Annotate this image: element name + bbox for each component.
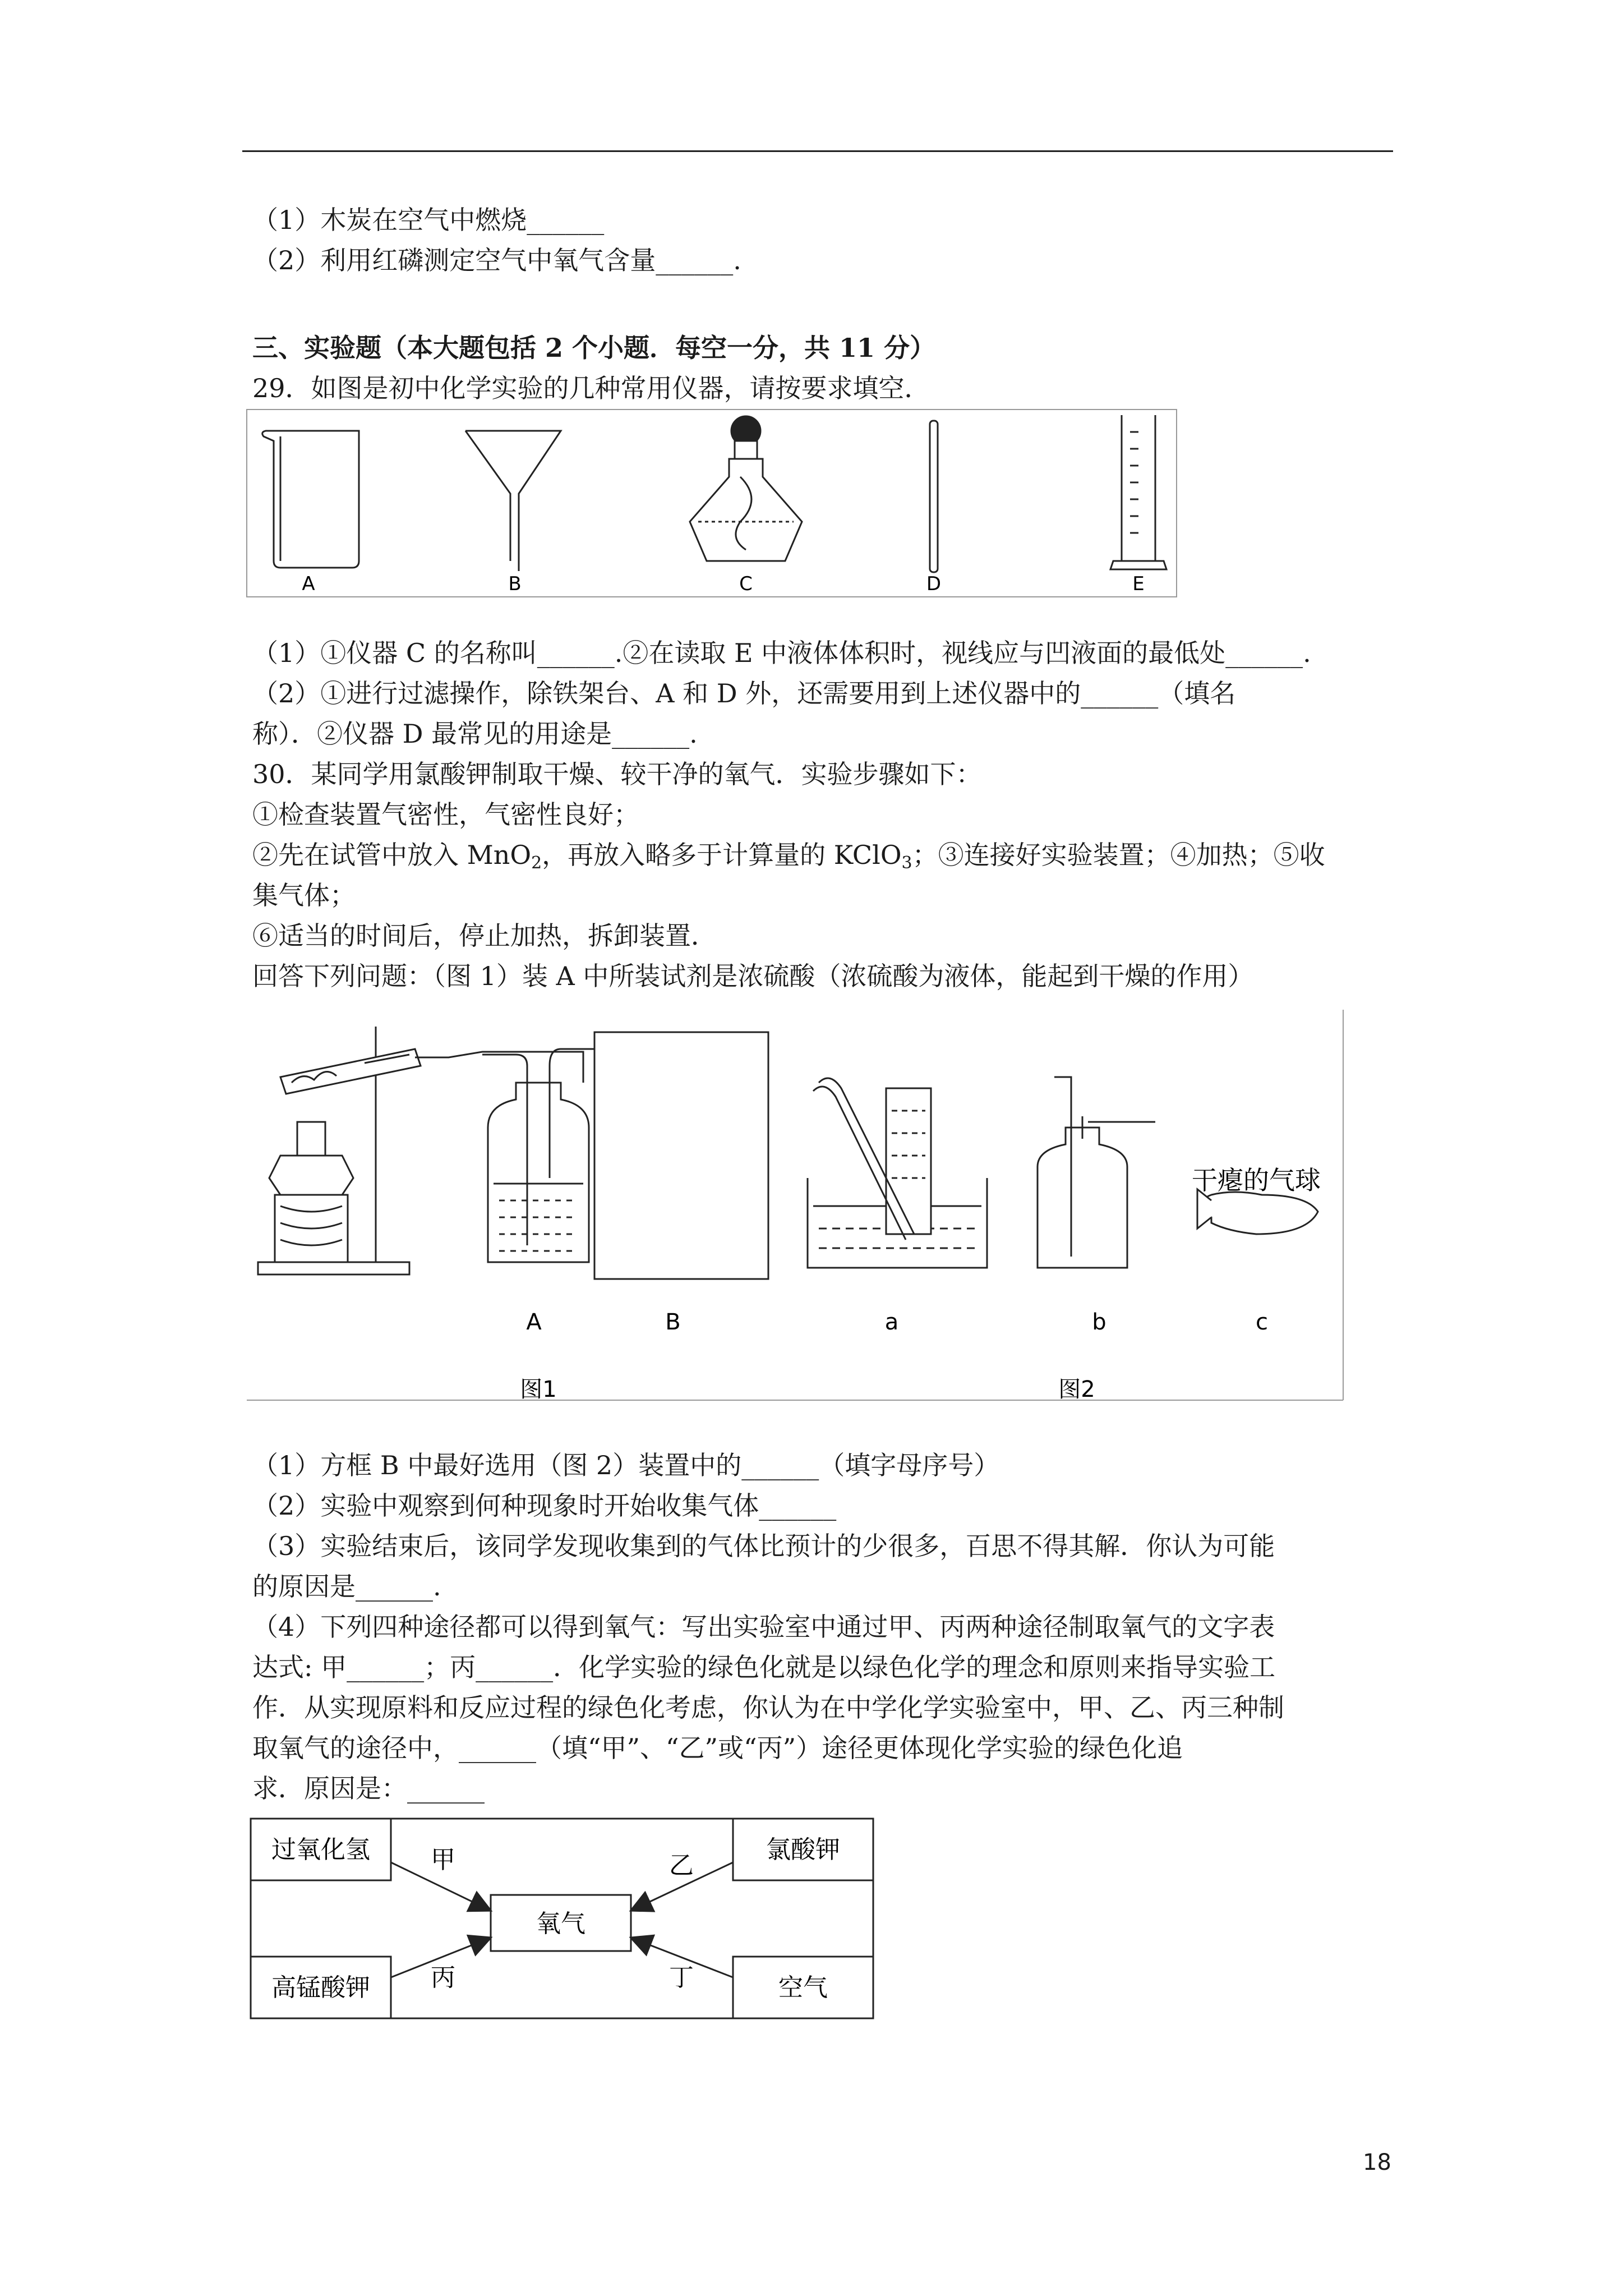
q30-step-6: ⑥适当的时间后，停止加热，拆卸装置．: [252, 921, 717, 951]
q30-step-2-cont: 集气体；: [252, 880, 356, 910]
step2-text-b: ，再放入略多于计算量的 KClO: [542, 840, 902, 870]
wash-bottle-a-icon: [482, 1049, 606, 1262]
q30-sub-4: （4）下列四种途径都可以得到氧气：写出实验室中通过甲、丙两种途径制取氧气的文字表: [252, 1612, 1275, 1642]
alcohol-lamp-icon: [690, 416, 802, 561]
label-potassium-permanganate: 高锰酸钾: [271, 1973, 370, 2002]
q30-sub-3-cont: 的原因是______.: [252, 1571, 441, 1602]
instrument-label-d: D: [926, 573, 942, 595]
empty-box-b: [594, 1032, 768, 1279]
page-number: 18: [1363, 2150, 1391, 2175]
route-ding: 丁: [669, 1963, 694, 1992]
q29-sub-2: （2）①进行过滤操作，除铁架台、A 和 D 外，还需要用到上述仪器中的______（填名: [252, 678, 1236, 708]
gas-bottle-icon: [1038, 1077, 1155, 1268]
mno2-subscript: 2: [531, 853, 542, 873]
q29-instruments-figure: [247, 409, 1178, 600]
q30-sub-4-cont-4: 求．原因是：______: [252, 1773, 485, 1803]
q30-step-1: ①检查装置气密性，气密性良好；: [252, 799, 639, 830]
figure-1-caption: 图1: [520, 1377, 557, 1402]
apparatus-label-a: A: [526, 1309, 542, 1335]
q30-step-2: [252, 837, 1325, 881]
figure-2-caption: 图2: [1058, 1377, 1095, 1402]
q29-stem: 29．如图是初中化学实验的几种常用仪器，请按要求填空．: [252, 373, 930, 403]
water-trough-icon: [808, 1078, 987, 1268]
q30-sub-2: （2）实验中观察到何种现象时开始收集气体______: [252, 1490, 837, 1521]
apparatus-label-b-small: b: [1092, 1309, 1106, 1335]
header-rule: [242, 150, 1393, 152]
kclo3-subscript: 3: [901, 853, 912, 873]
glass-rod-icon: [930, 421, 938, 572]
q30-sub-4-cont-3: 取氧气的途径中，______（填“甲”、“乙”或“丙”）途径更体现化学实验的绿色化追: [252, 1733, 1183, 1763]
q30-sub-3: （3）实验结束后，该同学发现收集到的气体比预计的少很多，百思不得其解．你认为可能: [252, 1531, 1275, 1561]
beaker-icon: [262, 431, 359, 568]
q30-sub-4-cont-2: 作．从实现原料和反应过程的绿色化考虑，你认为在中学化学实验室中，甲、乙、丙三种制: [252, 1692, 1284, 1723]
apparatus-label-c: c: [1256, 1309, 1268, 1335]
route-jia: 甲: [431, 1846, 455, 1874]
route-yi: 乙: [669, 1851, 694, 1880]
q28-line-2: （2）利用红磷测定空气中氧气含量______.: [252, 245, 741, 275]
deflated-balloon-icon: [1197, 1189, 1318, 1234]
step2-text-c: ；③连接好实验装置；④加热；⑤收: [912, 840, 1325, 870]
step2-text-a: ②先在试管中放入 MnO: [252, 840, 532, 870]
section-3-title: 三、实验题（本大题包括 2 个小题．每空一分，共 11 分）: [252, 333, 936, 363]
q28-line-1: （1）木炭在空气中燃烧______: [252, 205, 605, 235]
instrument-label-e: E: [1132, 573, 1145, 595]
q30-apparatus-figure: [247, 1010, 1346, 1402]
funnel-icon: [465, 431, 561, 571]
instrument-label-b: B: [508, 573, 522, 595]
apparatus-label-b: B: [665, 1309, 681, 1335]
q29-sub-1: （1）①仪器 C 的名称叫______.②在读取 E 中液体体积时，视线应与凹液面的最低处______.: [252, 638, 1311, 668]
label-oxygen: 氧气: [536, 1910, 585, 1938]
instrument-label-c: C: [739, 573, 753, 595]
q30-sub-4-cont-1: 达式: 甲______；丙______．化学实验的绿色化就是以绿色化学的理念和原则来指导实验工: [252, 1652, 1276, 1682]
route-bing: 丙: [431, 1963, 455, 1992]
balloon-label: 干瘪的气球: [1192, 1165, 1321, 1195]
label-hydrogen-peroxide: 过氧化氢: [271, 1835, 370, 1864]
q30-answer-intro: 回答下列问题：（图 1）装 A 中所装试剂是浓硫酸（浓硫酸为液体，能起到干燥的作用）: [252, 961, 1254, 991]
label-air: 空气: [778, 1973, 828, 2002]
instrument-label-a: A: [302, 573, 315, 595]
q30-stem: 30．某同学用氯酸钾制取干燥、较干净的氧气．实验步骤如下：: [252, 759, 982, 789]
q30-sub-1: （1）方框 B 中最好选用（图 2）装置中的______（填字母序号）: [252, 1450, 1000, 1480]
q29-sub-2-cont: 称）．②仪器 D 最常见的用途是______.: [252, 719, 698, 749]
apparatus-label-a-small: a: [884, 1309, 899, 1335]
oxygen-routes-diagram: [250, 1818, 878, 2031]
measuring-cylinder-icon: [1110, 415, 1166, 569]
label-potassium-chlorate: 氯酸钾: [766, 1835, 840, 1864]
